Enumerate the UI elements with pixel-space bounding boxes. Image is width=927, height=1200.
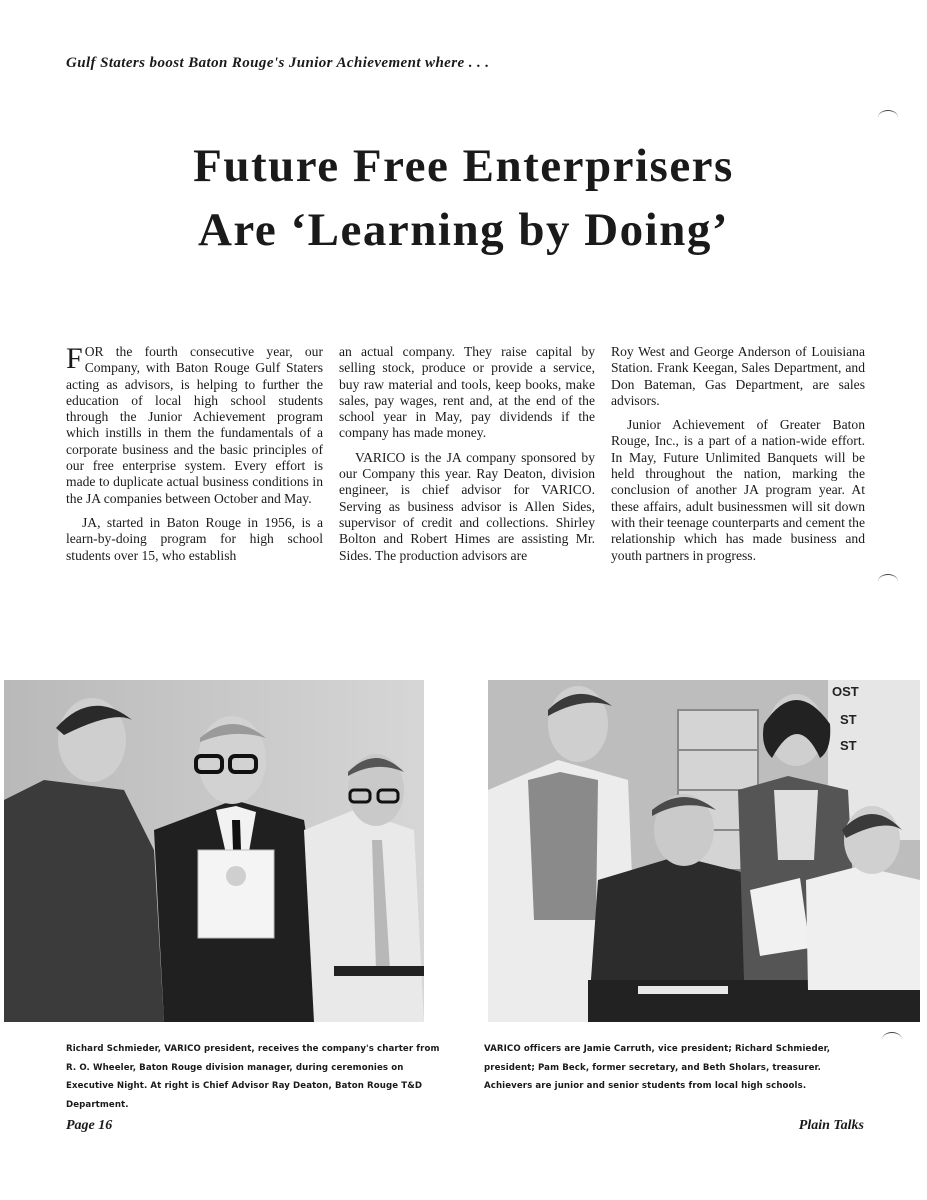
article-paragraph (66, 344, 323, 507)
poster-text-3: ST (840, 738, 857, 753)
photo-officers-illustration (488, 680, 920, 1022)
headline (0, 134, 927, 262)
article-paragraph: VARICO is the JA company sponsored by our Company this year. Ray Deaton, division engineer, is chief advisor for VARICO. Serving as business advisor is Allen Sides, supervisor of credit and collections. Shirley Bolton and Robert Himes are assisting Mr. Sides. The production advisors are (339, 449, 595, 563)
photo-charter-presentation (4, 680, 424, 1022)
margin-mark (882, 1032, 902, 1047)
caption-charter: Richard Schmieder, VARICO president, receives the company's charter from R. O. Wheeler, Baton Rouge division manager, during ceremonies on Executive Night. At right is Chief Advisor Ray Deaton, Baton Rouge T&D Department. (66, 1044, 440, 1110)
margin-mark (878, 110, 898, 125)
margin-mark (878, 574, 898, 589)
article-paragraph: Roy West and George Anderson of Louisiana Station. Frank Keegan, Sales Department, and Don Bateman, Gas Department, are sales advisors. (611, 344, 865, 408)
caption-officers: VARICO officers are Jamie Carruth, vice president; Richard Schmieder, president; Pam Beck, former secretary, and Beth Sholars, treasurer. Achievers are junior and senior students from local high schools. (484, 1044, 831, 1091)
photo-varico-officers (488, 680, 920, 1022)
poster-text-1: OST (832, 684, 859, 699)
poster-text-2: ST (840, 712, 857, 727)
article-paragraph: JA, started in Baton Rouge in 1956, is a learn-by-doing program for high school students over 15, who establish (66, 514, 323, 563)
headline-line-1: Future Free Enterprisers (193, 140, 734, 192)
drop-cap: F (66, 342, 83, 375)
kicker-line: Gulf Staters boost Baton Rouge's Junior Achievement where . . . (66, 55, 490, 71)
article-column-3 (611, 344, 865, 572)
article-paragraph: Junior Achievement of Greater Baton Rouge, Inc., is a part of a nation-wide effort. In May, Future Unlimited Banquets will be held throughout the nation, marking the conclusion of another JA program year. At these affairs, adult businessmen will sit down with their teenage counterparts and cement the relationship which has made business and youth partners in progress. (611, 417, 865, 563)
paragraph-text: OR the fourth consecutive year, our Company, with Baton Rouge Gulf Staters acting as advisors, is helping to further the education of local high school students through the Junior Achievement program which instills in them the fundamentals of a corporate business and the basic principles of our free enterprise system. Every effort is made to duplicate actual business conditions in the JA companies between October and May. (66, 344, 323, 506)
article-paragraph: an actual company. They raise capital by selling stock, produce or provide a service, buy raw material and tools, keep books, make sales, pay wages, rent and, at the end of the school year in May, pay dividends if the company has made money. (339, 344, 595, 441)
photo-charter-illustration (4, 680, 424, 1022)
article-column-2 (339, 344, 595, 572)
page-number: Page 16 (66, 1118, 113, 1133)
article-column-1 (66, 344, 323, 572)
headline-line-2: Are ‘Learning by Doing’ (197, 204, 730, 256)
publication-name: Plain Talks (798, 1118, 864, 1133)
